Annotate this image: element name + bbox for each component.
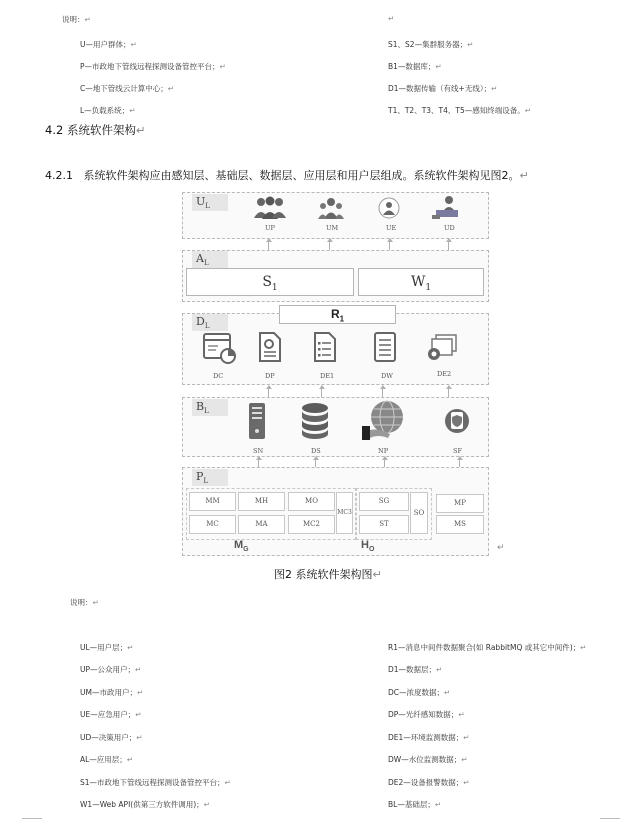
arrow-perception-to-base-3 — [384, 457, 385, 467]
server-tower-icon — [247, 402, 267, 440]
ho-cell-so: SO — [410, 492, 428, 534]
mg-cell-ma: MA — [238, 515, 285, 534]
user-group-icon — [318, 197, 344, 221]
mg-cell-mc3: MC3 — [336, 492, 353, 534]
bottom-note-right-4: DP—光纤感知数据；↵ — [388, 710, 465, 719]
bottom-note-right-8: BL—基础层；↵ — [388, 800, 442, 809]
data-label-dc: DC — [213, 372, 224, 380]
figure-paragraph-mark: ↵ — [497, 543, 505, 553]
app-box-w1: $W_1$ — [358, 268, 484, 296]
app-box-s1: $S_1$ — [186, 268, 354, 296]
group-label-ho: $H_O$ — [361, 539, 375, 554]
document-chart-icon — [258, 331, 282, 363]
arrow-base-to-data-4 — [448, 386, 449, 397]
window-chart-icon — [203, 333, 237, 365]
bottom-note-right-3: DC—浓度数据；↵ — [388, 688, 451, 697]
mg-cell-mc: MC — [189, 515, 236, 534]
crop-mark-left — [22, 818, 42, 819]
top-note-right-2: B1—数据库；↵ — [388, 62, 442, 71]
top-note-left-2: P—市政地下管线远程探测设备管控平台；↵ — [80, 62, 226, 71]
arrow-base-to-data-2 — [321, 386, 322, 397]
data-label-de2: DE2 — [437, 370, 452, 378]
people-desk-icon — [432, 195, 462, 221]
base-label-np: NP — [378, 447, 389, 455]
bottom-note-right-2: D1—数据层；↵ — [388, 665, 443, 674]
arrow-base-to-data-3 — [382, 386, 383, 397]
mg-cell-mo: MO — [288, 492, 335, 511]
data-layer-tag: $D_L$ — [192, 314, 228, 331]
bottom-note-right-5: DE1—环境监测数据；↵ — [388, 733, 470, 742]
document-list-icon — [313, 331, 337, 363]
data-label-dp: DP — [265, 372, 275, 380]
bottom-note-left-3: UM—市政用户；↵ — [80, 688, 144, 697]
arrow-base-to-data-1 — [268, 386, 269, 397]
top-note-left-1: U—用户群体；↵ — [80, 40, 137, 49]
bottom-note-right-6: DW—水位监测数据；↵ — [388, 755, 468, 764]
extra-cell-mp: MP — [436, 494, 484, 513]
group-label-mg: $M_G$ — [234, 539, 249, 554]
bottom-note-left-7: S1—市政地下管线远程探测设备管控平台；↵ — [80, 778, 231, 787]
people-group-icon — [252, 196, 288, 220]
user-layer-tag: $U_L$ — [192, 194, 228, 211]
base-label-sn: SN — [253, 447, 264, 455]
crop-mark-right — [600, 818, 620, 819]
section-heading: 4.2 系统软件架构↵ — [45, 123, 146, 137]
extra-cell-ms: MS — [436, 515, 484, 534]
arrow-perception-to-base-1 — [258, 457, 259, 467]
arrow-app-to-um — [329, 239, 330, 250]
bottom-note-left-2: UP—公众用户；↵ — [80, 665, 142, 674]
top-note-left-3: C—地下管线云计算中心；↵ — [80, 84, 175, 93]
arrow-perception-to-base-4 — [459, 457, 460, 467]
base-layer-tag: $B_L$ — [192, 399, 228, 416]
bottom-note-left-1: UL—用户层；↵ — [80, 643, 134, 652]
bottom-note-right-1: R1—消息中间件数据聚合(如 RabbitMQ 或其它中间件)；↵ — [388, 643, 587, 652]
mg-cell-mh: MH — [238, 492, 285, 511]
perception-layer-tag: $P_L$ — [192, 469, 228, 486]
arrow-app-to-up — [268, 239, 269, 250]
bottom-notes-title: 说明：↵ — [70, 598, 99, 607]
bottom-note-left-8: W1—Web API(供第三方软件调用)；↵ — [80, 800, 210, 809]
top-note-right-1: S1、S2—集群服务器；↵ — [388, 40, 474, 49]
bottom-note-left-5: UD—决策用户；↵ — [80, 733, 143, 742]
figure-caption: 图2 系统软件架构图↵ — [274, 568, 382, 581]
message-bus-r1: $R_1$ — [279, 305, 396, 324]
user-label-ue: UE — [386, 224, 397, 232]
bottom-note-right-7: DE2—设备报警数据；↵ — [388, 778, 470, 787]
gear-windows-icon — [426, 334, 458, 362]
globe-hand-icon — [362, 400, 406, 442]
shield-device-icon — [444, 405, 470, 439]
arrow-perception-to-base-2 — [315, 457, 316, 467]
data-label-dw: DW — [381, 372, 393, 380]
database-icon — [300, 402, 330, 440]
base-layer — [182, 397, 489, 457]
user-label-um: UM — [326, 224, 339, 232]
data-label-de1: DE1 — [320, 372, 335, 380]
base-label-sf: SF — [453, 447, 462, 455]
ho-cell-st: ST — [359, 515, 409, 534]
document-lines-icon — [373, 331, 397, 363]
person-badge-icon — [378, 197, 400, 221]
arrow-app-to-ud — [448, 239, 449, 250]
bottom-note-left-4: UE—应急用户；↵ — [80, 710, 142, 719]
top-note-right-4: T1、T2、T3、T4、T5—感知终端设备。↵ — [388, 106, 532, 115]
user-label-up: UP — [265, 224, 275, 232]
top-note-right-3: D1—数据传输（有线+无线）；↵ — [388, 84, 498, 93]
clause-paragraph: 4.2.1 系统软件架构应由感知层、基础层、数据层、应用层和用户层组成。系统软件架构见图2。↵ — [45, 169, 529, 182]
ho-cell-sg: SG — [359, 492, 409, 511]
paragraph-mark: ↵ — [388, 14, 395, 23]
user-label-ud: UD — [444, 224, 455, 232]
mg-cell-mm: MM — [189, 492, 236, 511]
top-note-left-4: L—负载系统；↵ — [80, 106, 136, 115]
mg-cell-mc2: MC2 — [288, 515, 335, 534]
application-layer-tag: $A_L$ — [192, 251, 228, 268]
arrow-app-to-ue — [389, 239, 390, 250]
base-label-ds: DS — [311, 447, 321, 455]
bottom-note-left-6: AL—应用层；↵ — [80, 755, 134, 764]
top-notes-title: 说明：↵ — [62, 15, 91, 24]
